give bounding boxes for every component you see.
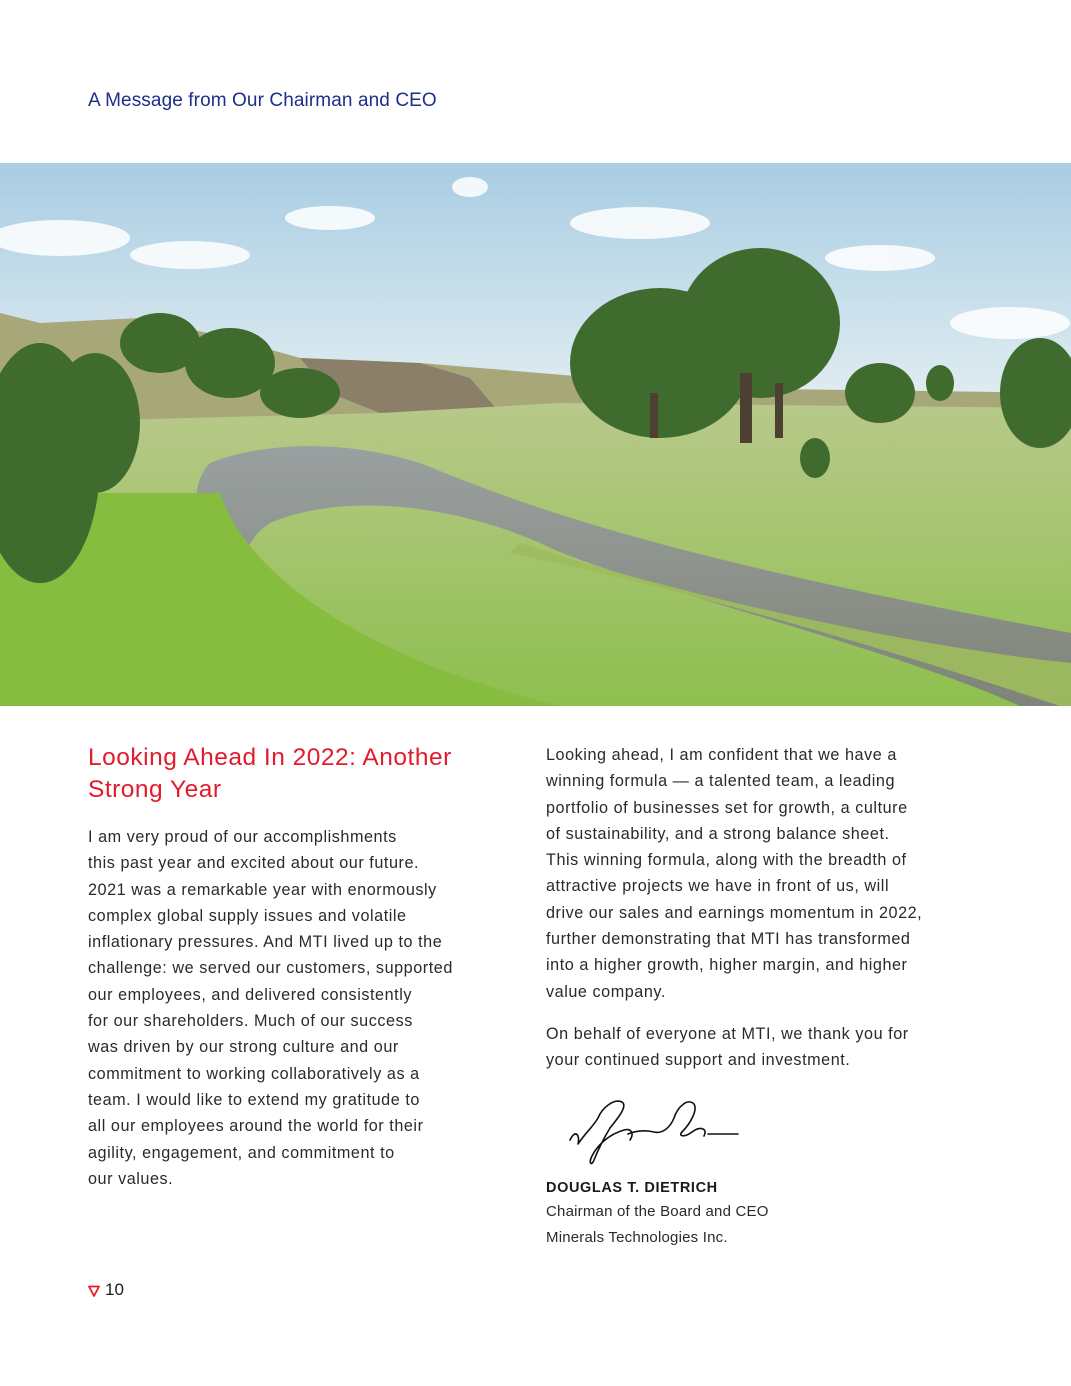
section-heading: Looking Ahead In 2022: Another Strong Year: [88, 744, 452, 803]
page-number: 10: [105, 1280, 124, 1299]
down-triangle-icon: [88, 1284, 100, 1296]
left-paragraph: I am very proud of our accomplishments this past year and excited about our future. 2021 was a remarkable year with enormously complex global supply issues and volatile inflationary pressures. And MTI lived up to the challenge: we served our customers, supported our employees, and delivered consistently for our shareholders. Much of our success was driven by our strong culture and our commitment to working collaboratively as a team. I would like to extend my gratitude to all our employees around the world for their agility, engagement, and commitment to our values.: [88, 828, 453, 1188]
right-paragraph-1: Looking ahead, I am confident that we have a winning formula — a talented team, a leading portfolio of businesses set for growth, a culture of sustainability, and a strong balance sheet. This winning formula, along with the breadth of attractive projects we have in front of us, will drive our sales and earnings momentum in 2022, further demonstrating that MTI has transformed into a higher growth, higher margin, and higher value company.: [546, 746, 923, 1001]
left-column: [88, 742, 518, 1192]
river-landscape-photo: [0, 163, 1071, 706]
page-header-title: A Message from Our Chairman and CEO: [88, 90, 437, 111]
right-paragraph-2: On behalf of everyone at MTI, we thank you for your continued support and investment.: [546, 1024, 909, 1070]
signatory-company: Minerals Technologies Inc.: [546, 1229, 728, 1246]
handwritten-signature: [558, 1088, 742, 1170]
signatory-name: DOUGLAS T. DIETRICH: [546, 1180, 718, 1196]
signatory-title: Chairman of the Board and CEO: [546, 1203, 769, 1220]
page-footer: [88, 1280, 124, 1300]
right-column: [546, 742, 986, 1074]
